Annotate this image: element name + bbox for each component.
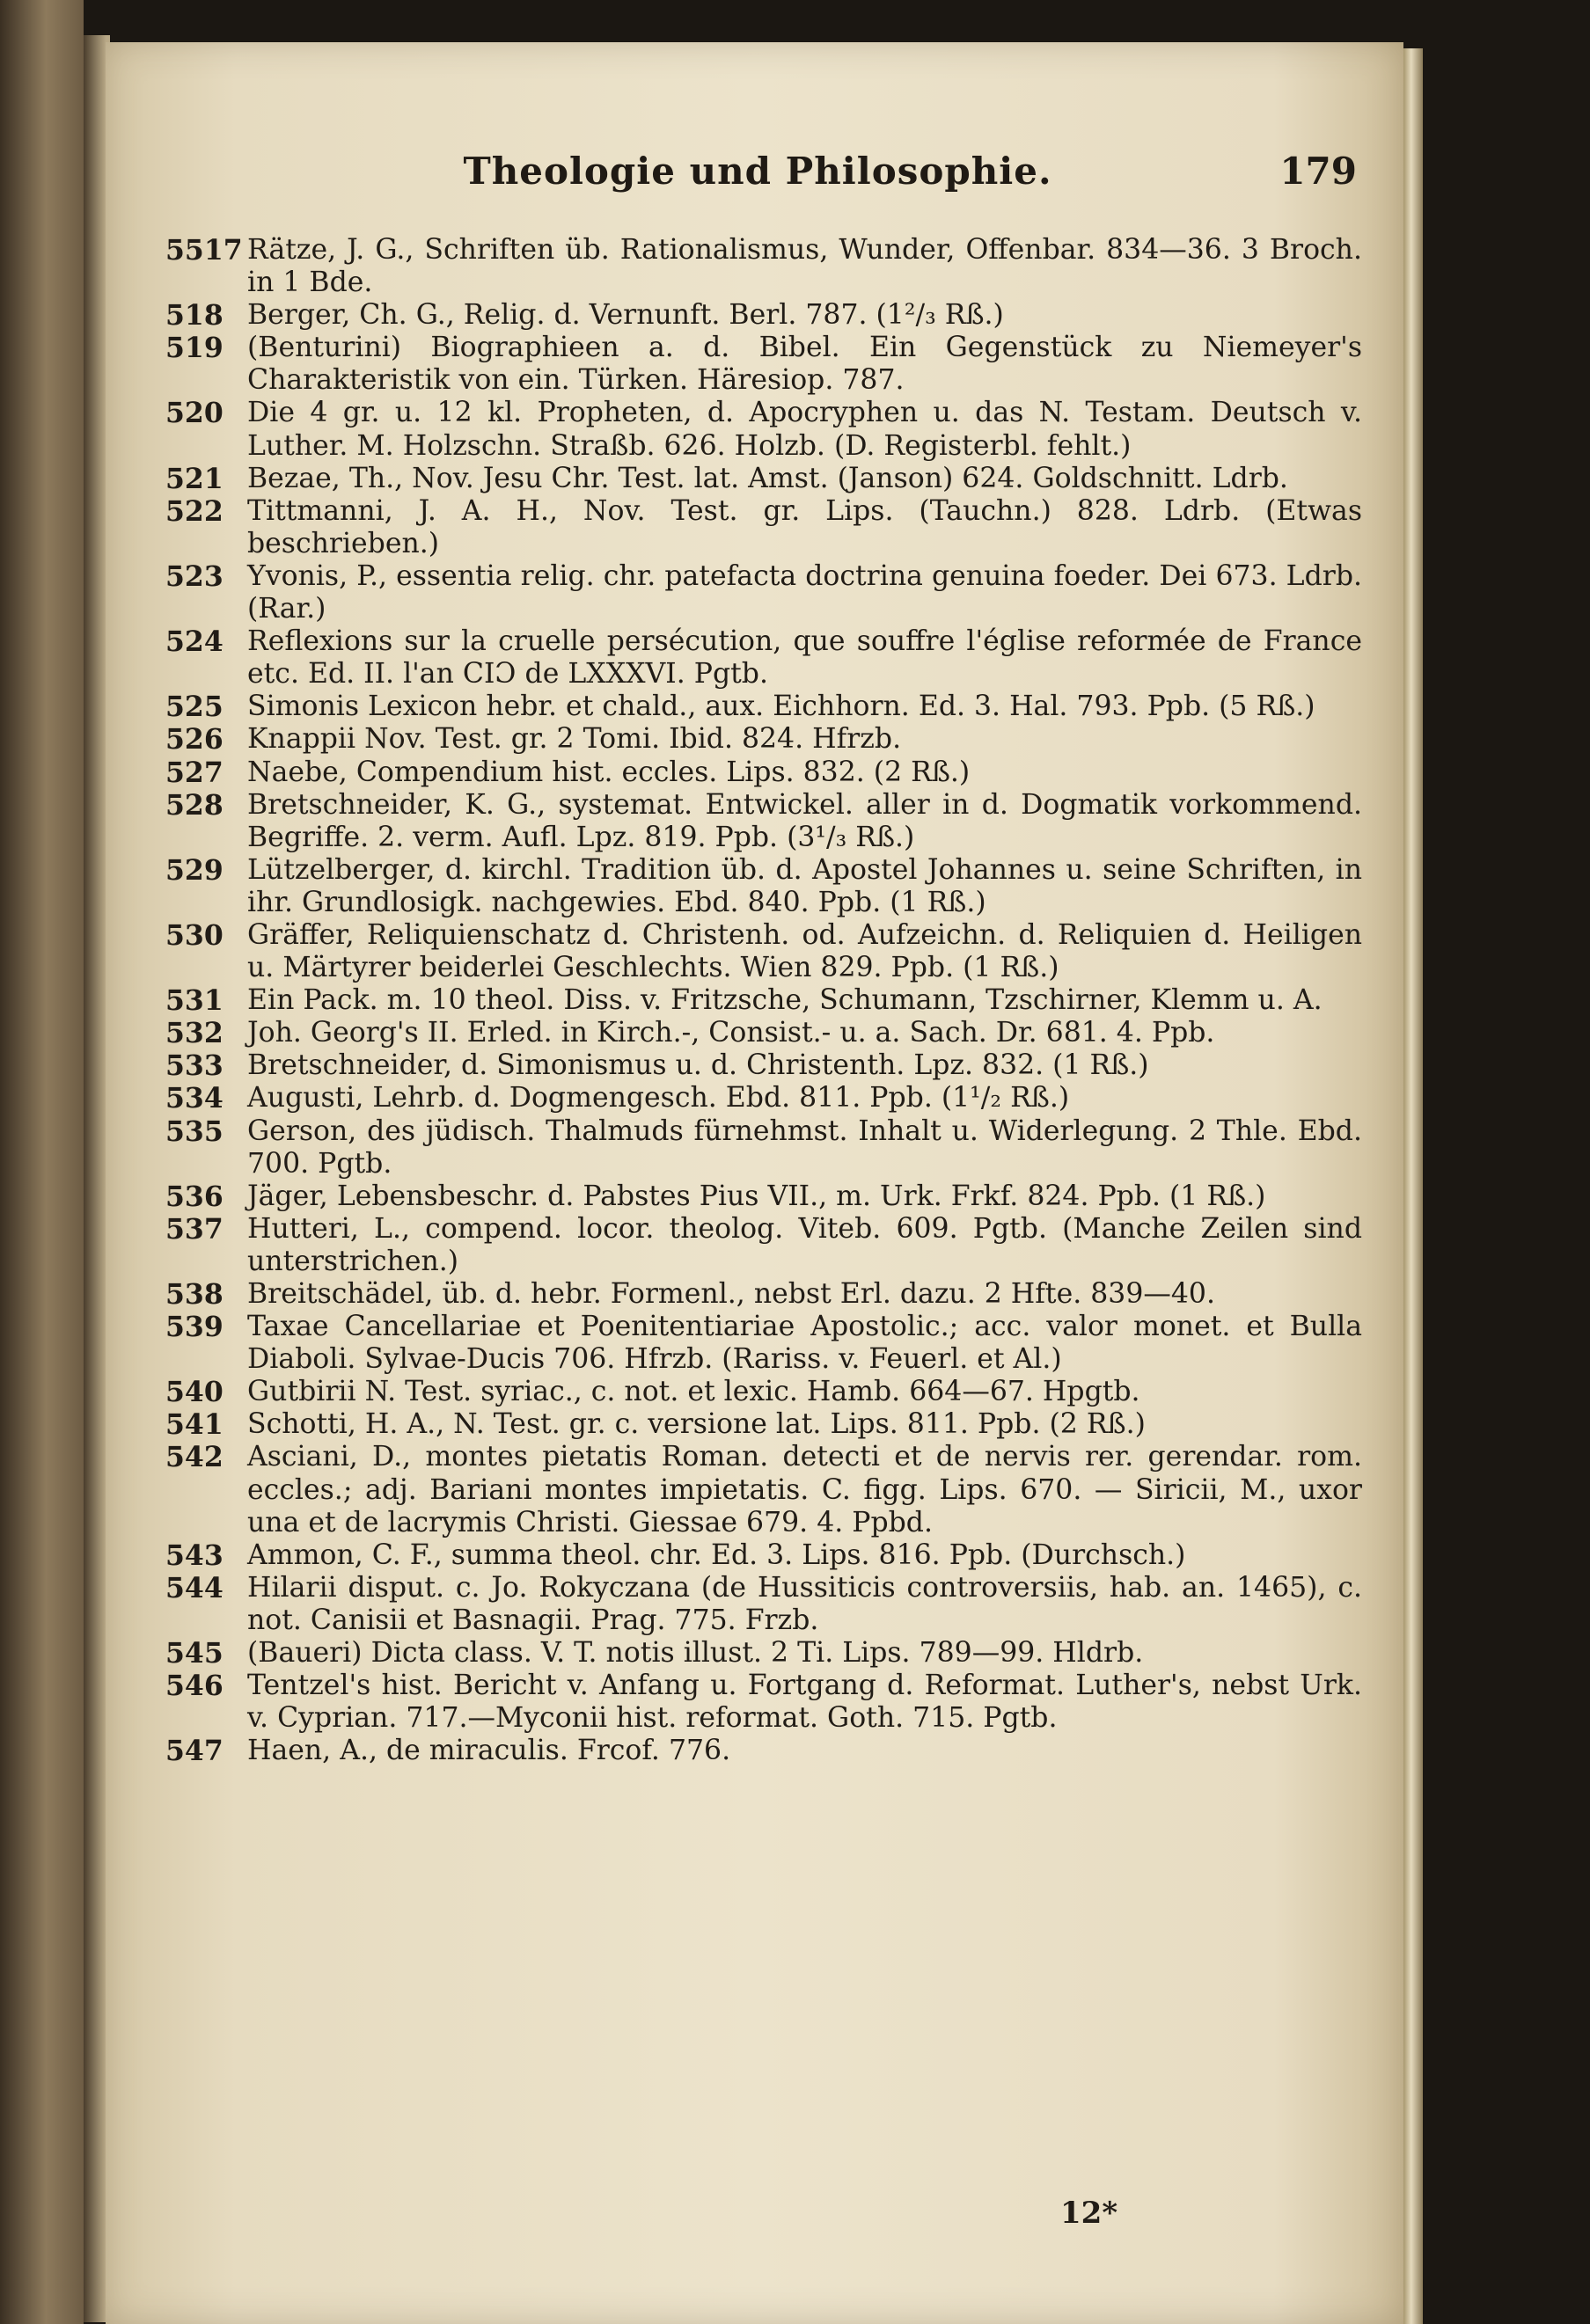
entry-text: (Baueri) Dicta class. V. T. notis illust. 2 Ti. Lips. 789—99. Hldrb. [247, 1637, 1144, 1670]
entry-text: Augusti, Lehrb. d. Dogmengesch. Ebd. 811. Ppb. (1¹/₂ Rß.) [247, 1082, 1070, 1114]
entry-text: Knappii Nov. Test. gr. 2 Tomi. Ibid. 824. Hfrzb. [247, 723, 902, 756]
page-header [158, 150, 1357, 220]
entry-text: Bretschneider, K. G., systemat. Entwickel. aller in d. Dogmatik vorkommend. Begriffe. 2. verm. Aufl. Lpz. 819. Ppb. (3¹/₃ Rß.) [247, 788, 1362, 853]
entry-number: 545 [165, 1637, 223, 1670]
catalog-entry [165, 789, 1362, 854]
entry-number: 528 [165, 788, 223, 822]
catalog-entry [165, 1180, 1362, 1213]
entry-text: Jäger, Lebensbeschr. d. Pabstes Pius VII., m. Urk. Frkf. 824. Ppb. (1 Rß.) [247, 1180, 1266, 1212]
catalog-entry [165, 397, 1362, 462]
catalog-entry [165, 1213, 1362, 1278]
catalog-entry [165, 1017, 1362, 1049]
entry-text: Hilarii disput. c. Jo. Rokyczana (de Hussiticis controversiis, hab. an. 1465), c. not. Canisii et Basnagii. Prag. 775. Frzb. [247, 1571, 1362, 1636]
catalog-entry [165, 463, 1362, 495]
catalog-entry [165, 1082, 1362, 1114]
entry-number: 544 [165, 1571, 223, 1604]
entry-text: Schotti, H. A., N. Test. gr. c. versione lat. Lips. 811. Ppb. (2 Rß.) [247, 1408, 1146, 1441]
entry-text: Die 4 gr. u. 12 kl. Propheten, d. Apocryphen u. das N. Testam. Deutsch v. Luther. M. Holzschn. Straßb. 626. Holzb. (D. Registerbl. fehlt.) [247, 397, 1362, 462]
catalog-entry [165, 984, 1362, 1017]
catalog-entry [165, 854, 1362, 919]
catalog-entry [165, 299, 1362, 332]
catalog-entry [165, 1670, 1362, 1735]
entry-text: Tentzel's hist. Bericht v. Anfang u. Fortgang d. Reformat. Luther's, nebst Urk. v. Cyprian. 717.—Myconii hist. reformat. Goth. 715. Pgtb. [247, 1670, 1362, 1735]
catalog-entry [165, 1311, 1362, 1376]
entry-number: 535 [165, 1114, 223, 1148]
entry-number: 522 [165, 494, 223, 528]
entry-number: 531 [165, 984, 223, 1018]
entry-text: Hutteri, L., compend. locor. theolog. Viteb. 609. Pgtb. (Manche Zeilen sind unterstrichen.) [247, 1212, 1362, 1277]
catalog-entry [165, 625, 1362, 691]
entry-text: Ammon, C. F., summa theol. chr. Ed. 3. Lips. 816. Ppb. (Durchsch.) [247, 1538, 1186, 1571]
entry-text: Tittmanni, J. A. H., Nov. Test. gr. Lips. (Tauchn.) 828. Ldrb. (Etwas beschrieben.) [247, 494, 1362, 559]
catalog-entry [165, 332, 1362, 397]
entry-number: 525 [165, 691, 223, 724]
entry-number: 534 [165, 1082, 223, 1115]
catalog-entry [165, 1408, 1362, 1441]
catalog-entries [165, 234, 1362, 1767]
catalog-entry [165, 691, 1362, 723]
entry-number: 532 [165, 1017, 223, 1050]
entry-text: Joh. Georg's II. Erled. in Kirch.-, Consist.- u. a. Sach. Dr. 681. 4. Ppb. [247, 1017, 1215, 1049]
entry-text: Gräffer, Reliquienschatz d. Christenh. od. Aufzeichn. d. Reliquien d. Heiligen u. Märtyrer beiderlei Geschlechts. Wien 829. Ppb. (1 Rß.) [247, 918, 1362, 984]
catalog-entry [165, 1539, 1362, 1572]
entry-number: 533 [165, 1049, 223, 1083]
entry-number: 541 [165, 1408, 223, 1442]
entry-number: 536 [165, 1180, 223, 1213]
catalog-entry [165, 756, 1362, 789]
catalog-entry [165, 1735, 1362, 1767]
catalog-entry [165, 1278, 1362, 1311]
entry-text: Yvonis, P., essentia relig. chr. patefacta doctrina genuina foeder. Dei 673. Ldrb. (Rar.) [247, 559, 1362, 625]
entry-text: (Benturini) Biographieen a. d. Bibel. Ein Gegenstück zu Niemeyer's Charakteristik von ein. Türken. Häresiop. 787. [247, 332, 1362, 397]
catalog-entry [165, 1115, 1362, 1180]
catalog-entry [165, 1572, 1362, 1637]
catalog-entry [165, 1049, 1362, 1082]
entry-number: 538 [165, 1278, 223, 1311]
entry-number: 520 [165, 397, 223, 430]
entry-number: 537 [165, 1212, 223, 1246]
entry-number: 540 [165, 1376, 223, 1409]
entry-text: Bezae, Th., Nov. Jesu Chr. Test. lat. Amst. (Janson) 624. Goldschnitt. Ldrb. [247, 462, 1288, 494]
catalog-entry [165, 723, 1362, 756]
entry-number: 5517 [165, 234, 243, 267]
entry-text: Breitschädel, üb. d. hebr. Formenl., nebst Erl. dazu. 2 Hfte. 839—40. [247, 1278, 1215, 1310]
entry-text: Gutbirii N. Test. syriac., c. not. et lexic. Hamb. 664—67. Hpgtb. [247, 1376, 1140, 1408]
catalog-entry [165, 1376, 1362, 1408]
book-page [106, 42, 1403, 2324]
entry-number: 523 [165, 559, 223, 593]
entry-number: 530 [165, 918, 223, 952]
catalog-entry [165, 919, 1362, 984]
page-number: 179 [1279, 150, 1357, 193]
entry-number: 518 [165, 299, 223, 333]
entry-text: Bretschneider, d. Simonismus u. d. Christenth. Lpz. 832. (1 Rß.) [247, 1049, 1149, 1082]
entry-text: Rätze, J. G., Schriften üb. Rationalismus, Wunder, Offenbar. 834—36. 3 Broch. in 1 Bde. [247, 234, 1362, 299]
entry-number: 524 [165, 625, 223, 659]
previous-page-edge [0, 0, 84, 2324]
entry-text: Reflexions sur la cruelle persécution, que souffre l'église reformée de France etc. Ed. II. l'an CIƆ de LXXXVI. Pgtb. [247, 625, 1362, 691]
entry-number: 539 [165, 1311, 223, 1344]
catalog-entry [165, 234, 1362, 299]
entry-text: Simonis Lexicon hebr. et chald., aux. Eichhorn. Ed. 3. Hal. 793. Ppb. (5 Rß.) [247, 691, 1315, 723]
entry-text: Gerson, des jüdisch. Thalmuds fürnehmst. Inhalt u. Widerlegung. 2 Thle. Ebd. 700. Pgtb. [247, 1114, 1362, 1180]
entry-number: 527 [165, 756, 223, 789]
entry-number: 547 [165, 1735, 223, 1768]
signature-mark: 12* [1060, 2196, 1118, 2231]
entry-number: 521 [165, 462, 223, 495]
entry-number: 526 [165, 723, 223, 756]
entry-text: Taxae Cancellariae et Poenitentiariae Apostolic.; acc. valor monet. et Bulla Diaboli. Sylvae-Ducis 706. Hfrzb. (Rariss. v. Feuerl. et Al.) [247, 1311, 1362, 1376]
entry-number: 543 [165, 1538, 223, 1572]
entry-text: Ein Pack. m. 10 theol. Diss. v. Fritzsche, Schumann, Tzschirner, Klemm u. A. [247, 984, 1323, 1017]
entry-number: 546 [165, 1670, 223, 1703]
entry-text: Haen, A., de miraculis. Frcof. 776. [247, 1735, 731, 1767]
entry-number: 519 [165, 332, 223, 365]
entry-text: Asciani, D., montes pietatis Roman. detecti et de nervis rer. gerendar. rom. eccles.; adj. Bariani montes impietatis. C. figg. Lips. 670. — Siricii, M., uxor una et de lacrymis Christi. Giessae 679. 4. Ppbd. [247, 1441, 1362, 1538]
page-edge [1403, 48, 1423, 2324]
entry-text: Berger, Ch. G., Relig. d. Vernunft. Berl. 787. (1²/₃ Rß.) [247, 299, 1004, 332]
catalog-entry [165, 560, 1362, 625]
entry-text: Naebe, Compendium hist. eccles. Lips. 832. (2 Rß.) [247, 756, 971, 788]
entry-text: Lützelberger, d. kirchl. Tradition üb. d. Apostel Johannes u. seine Schriften, in ihr. Grundlosigk. nachgewies. Ebd. 840. Ppb. (1 Rß.) [247, 853, 1362, 918]
running-title: Theologie und Philosophie. [463, 150, 1052, 193]
catalog-entry [165, 1637, 1362, 1670]
catalog-entry [165, 1441, 1362, 1538]
catalog-entry [165, 495, 1362, 560]
entry-number: 529 [165, 853, 223, 887]
entry-number: 542 [165, 1441, 223, 1474]
